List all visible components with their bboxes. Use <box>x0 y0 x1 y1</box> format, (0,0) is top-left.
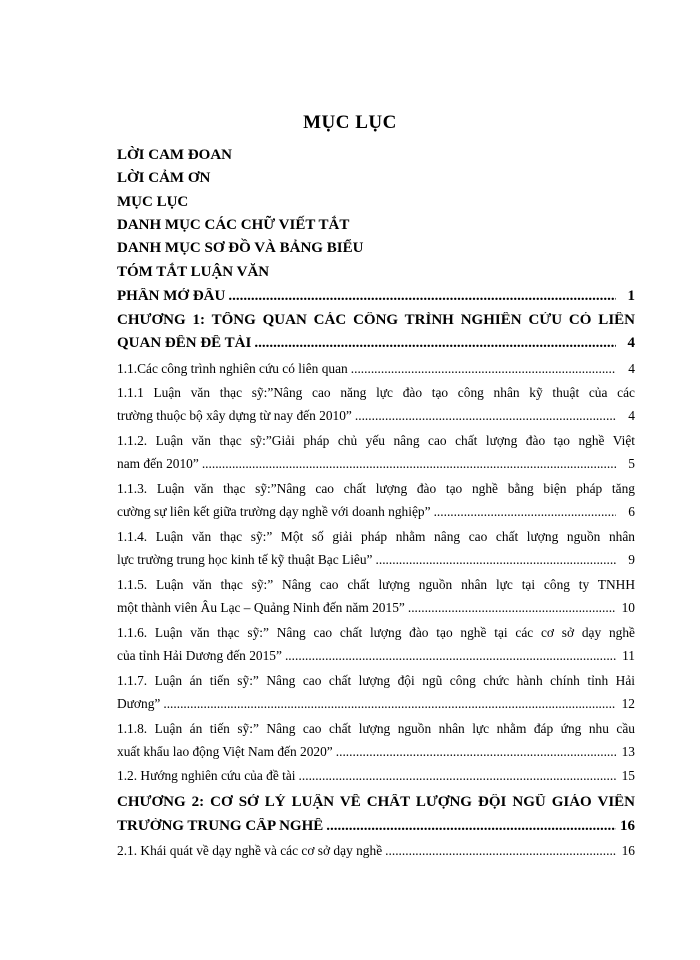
toc-entry-1-1-7-line1[interactable]: 1.1.7. Luận án tiến sỹ:” Nâng cao chất lượng đội ngũ công chức hành chính tỉnh Hải <box>117 673 635 688</box>
toc-entry-2-1[interactable] <box>117 843 635 859</box>
page-number: 10 <box>621 600 635 615</box>
toc-entry-1-1-6-line1[interactable]: 1.1.6. Luận văn thạc sỹ:” Nâng cao chất lượng đào tạo nghề tại các cơ sở dạy nghề <box>117 625 635 640</box>
entry-text: lực trường trung học kinh tế kỹ thuật Bạc Liêu” <box>117 552 373 567</box>
toc-entry-chuong-2[interactable] <box>117 818 635 835</box>
dot-leader <box>336 744 616 760</box>
entry-text: 2.1. Khái quát về dạy nghề và các cơ sở dạy nghề <box>117 843 383 858</box>
toc-heading-so-do-bang-bieu[interactable]: DANH MỤC SƠ ĐỒ VÀ BẢNG BIỂU <box>117 240 364 256</box>
toc-entry-1-1-1[interactable] <box>117 408 635 424</box>
dot-leader <box>385 843 616 859</box>
entry-text: 1.2. Hướng nghiên cứu của đề tài <box>117 768 296 783</box>
dot-leader <box>376 552 617 568</box>
toc-heading-loi-cam-doan[interactable]: LỜI CAM ĐOAN <box>117 147 232 163</box>
page-number: 11 <box>622 648 635 663</box>
entry-text: trường thuộc bộ xây dựng từ nay đến 2010” <box>117 408 352 423</box>
dot-leader <box>326 818 616 835</box>
toc-entry-1-1-2[interactable] <box>117 456 635 472</box>
page-number: 9 <box>628 552 635 567</box>
page-number: 13 <box>621 744 635 759</box>
dot-leader <box>351 361 616 377</box>
toc-entry-chuong-2-line1[interactable]: CHƯƠNG 2: CƠ SỞ LÝ LUẬN VỀ CHẤT LƯỢNG ĐỘI NGŨ GIÁO VIÊN <box>117 794 635 810</box>
entry-text: TRƯỜNG TRUNG CẤP NGHỀ <box>117 818 324 834</box>
dot-leader <box>299 768 616 784</box>
dot-leader <box>285 648 616 664</box>
toc-entry-1-1-2-line1[interactable]: 1.1.2. Luận văn thạc sỹ:”Giải pháp chủ yếu nâng cao chất lượng đào tạo nghề Việt <box>117 433 635 448</box>
toc-entry-chuong-1[interactable] <box>117 335 635 352</box>
toc-entry-1-1[interactable] <box>117 361 635 377</box>
dot-leader <box>355 408 616 424</box>
toc-entry-1-1-5-line1[interactable]: 1.1.5. Luận văn thạc sỹ:” Nâng cao chất lượng nguồn nhân lực tại công ty TNHH <box>117 577 635 592</box>
toc-entry-1-1-8[interactable] <box>117 744 635 760</box>
dot-leader <box>408 600 616 616</box>
page-title: MỤC LỤC <box>303 112 397 133</box>
dot-leader <box>434 504 616 520</box>
entry-text: QUAN ĐẾN ĐỀ TÀI <box>117 335 252 351</box>
page-number: 12 <box>621 696 635 711</box>
entry-text: 1.1.Các công trình nghiên cứu có liên quan <box>117 361 348 376</box>
page-number: 15 <box>621 768 635 783</box>
page-number: 16 <box>620 818 635 834</box>
toc-entry-chuong-1-line1[interactable]: CHƯƠNG 1: TỔNG QUAN CÁC CÔNG TRÌNH NGHIÊN CỨU CÓ LIÊN <box>117 312 635 328</box>
toc-entry-1-1-3[interactable] <box>117 504 635 520</box>
page-number: 4 <box>628 361 635 376</box>
entry-text: một thành viên Âu Lạc – Quảng Ninh đến năm 2015” <box>117 600 405 615</box>
toc-entry-1-1-4-line1[interactable]: 1.1.4. Luận văn thạc sỹ:” Một số giải pháp nhằm nâng cao chất lượng nguồn nhân <box>117 529 635 544</box>
dot-leader <box>202 456 616 472</box>
dot-leader <box>254 335 616 352</box>
toc-entry-1-1-3-line1[interactable]: 1.1.3. Luận văn thạc sỹ:”Nâng cao chất lượng đào tạo nghề bằng biện pháp tăng <box>117 481 635 496</box>
page-number: 6 <box>628 504 635 519</box>
entry-text: cường sự liên kết giữa trường dạy nghề với doanh nghiệp” <box>117 504 431 519</box>
entry-text: của tỉnh Hải Dương đến 2015” <box>117 648 282 663</box>
toc-entry-1-2[interactable] <box>117 768 635 784</box>
entry-text: xuất khẩu lao động Việt Nam đến 2020” <box>117 744 333 759</box>
toc-heading-tom-tat[interactable]: TÓM TẮT LUẬN VĂN <box>117 264 270 280</box>
toc-entry-1-1-4[interactable] <box>117 552 635 568</box>
page-number: 4 <box>627 335 635 351</box>
toc-heading-muc-luc[interactable]: MỤC LỤC <box>117 194 189 210</box>
toc-entry-1-1-7[interactable] <box>117 696 635 712</box>
toc-entry-1-1-5[interactable] <box>117 600 635 616</box>
toc-entry-1-1-6[interactable] <box>117 648 635 664</box>
dot-leader <box>163 696 616 712</box>
entry-text: PHẦN MỞ ĐẦU <box>117 288 226 304</box>
page-number: 16 <box>621 843 635 858</box>
page-number: 1 <box>627 288 635 304</box>
entry-text: Dương” <box>117 696 161 711</box>
toc-entry-1-1-1-line1[interactable]: 1.1.1 Luận văn thạc sỹ:”Nâng cao năng lực đào tạo công nhân kỹ thuật của các <box>117 385 635 400</box>
toc-heading-chu-viet-tat[interactable]: DANH MỤC CÁC CHỮ VIẾT TẮT <box>117 217 350 233</box>
page-number: 5 <box>628 456 635 471</box>
page-number: 4 <box>628 408 635 423</box>
toc-entry-1-1-8-line1[interactable]: 1.1.8. Luận án tiến sỹ:” Nâng cao chất lượng nguồn nhân lực nhằm đáp ứng nhu cầu <box>117 721 635 736</box>
dot-leader <box>228 288 616 305</box>
toc-entry-phan-mo-dau[interactable] <box>117 288 635 305</box>
entry-text: nam đến 2010” <box>117 456 199 471</box>
toc-heading-loi-cam-on[interactable]: LỜI CẢM ƠN <box>117 170 211 186</box>
